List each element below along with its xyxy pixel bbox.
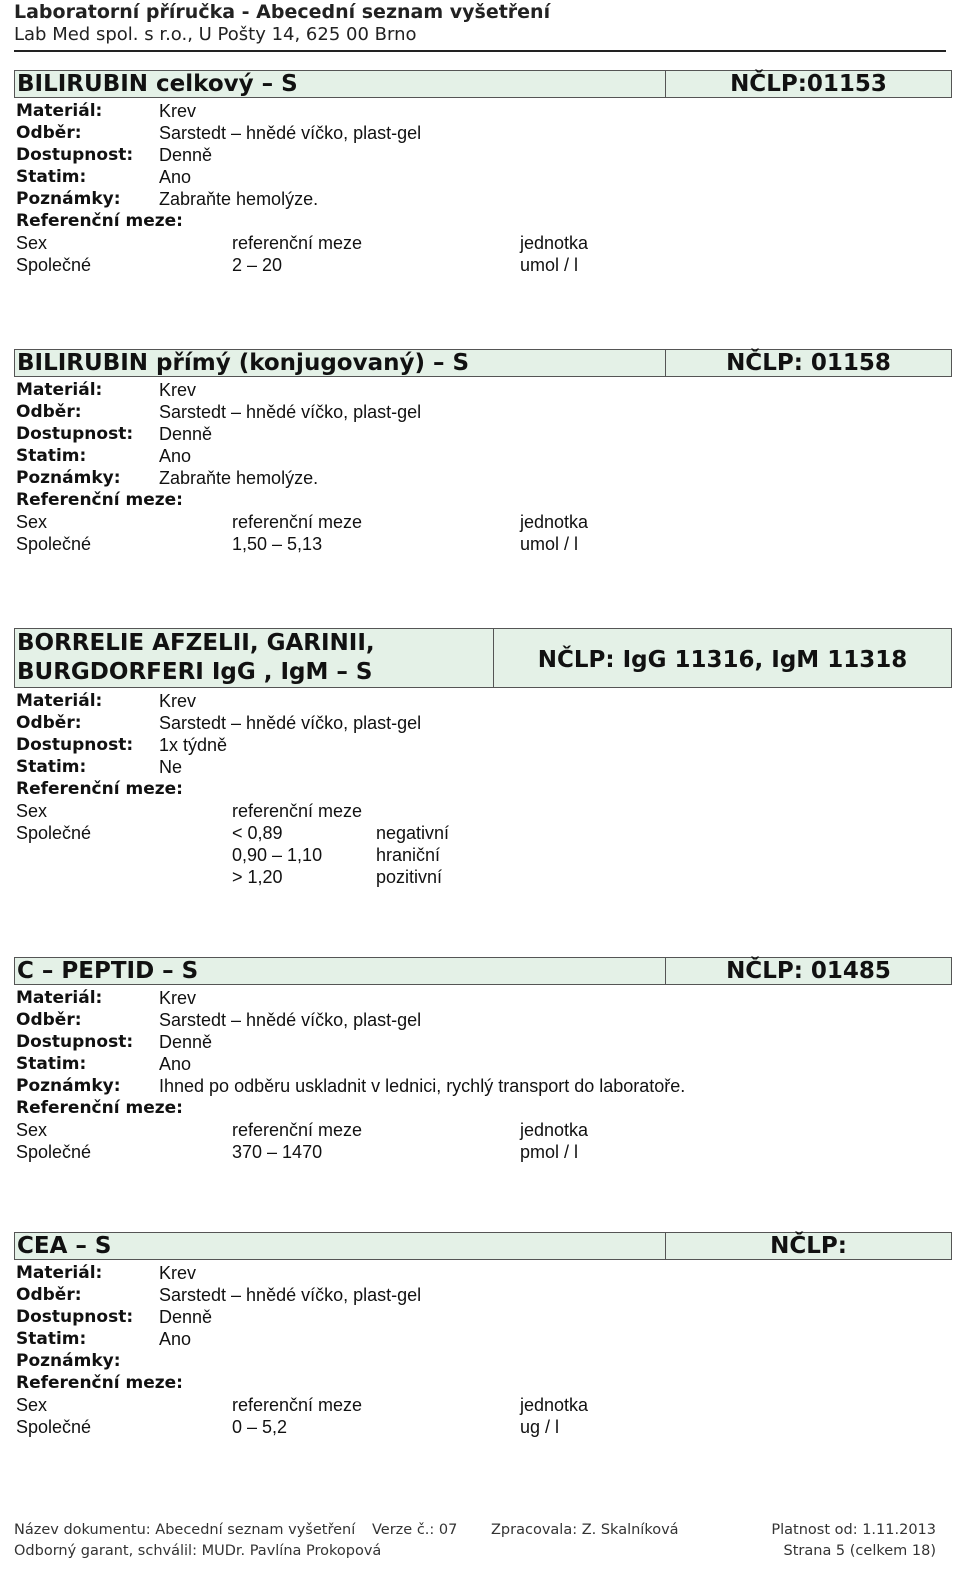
- ref-result: hraniční: [376, 845, 441, 865]
- dostupnost-value: 1x týdně: [159, 735, 228, 755]
- ref-header-sex: Sex: [16, 1120, 48, 1140]
- odber-value: Sarstedt – hnědé víčko, plast-gel: [159, 123, 422, 143]
- ref-header-range: referenční meze: [232, 233, 363, 253]
- ref-range: > 1,20: [232, 867, 283, 887]
- ref-header-unit: jednotka: [520, 1120, 589, 1140]
- test-title: CEA – S: [14, 1232, 666, 1260]
- ref-result: pozitivní: [376, 867, 443, 887]
- odber-value: Sarstedt – hnědé víčko, plast-gel: [159, 1010, 422, 1030]
- label-material: Materiál:: [16, 101, 103, 121]
- label-ref: Referenční meze:: [16, 779, 183, 799]
- material-value: Krev: [159, 101, 197, 121]
- test-title-line1: BORRELIE AFZELII, GARINII,: [17, 630, 375, 656]
- ref-header-unit: jednotka: [520, 233, 589, 253]
- document-footer: [14, 1522, 946, 1568]
- ref-range: 1,50 – 5,13: [232, 534, 323, 554]
- label-dostupnost: Dostupnost:: [16, 424, 134, 444]
- label-dostupnost: Dostupnost:: [16, 1032, 134, 1052]
- ref-header-unit: jednotka: [520, 512, 589, 532]
- test-title: BILIRUBIN celkový – S: [14, 70, 666, 98]
- ref-range: 0 – 5,2: [232, 1417, 288, 1437]
- ref-header-unit: jednotka: [520, 1395, 589, 1415]
- statim-value: Ne: [159, 757, 183, 777]
- label-material: Materiál:: [16, 988, 103, 1008]
- ref-unit: umol / l: [520, 534, 579, 554]
- test-entry-bilirubin-direct: [14, 349, 942, 555]
- label-statim: Statim:: [16, 167, 87, 187]
- odber-value: Sarstedt – hnědé víčko, plast-gel: [159, 402, 422, 422]
- label-statim: Statim:: [16, 1054, 87, 1074]
- label-ref: Referenční meze:: [16, 1373, 183, 1393]
- test-entry-cea: [14, 1232, 942, 1438]
- label-statim: Statim:: [16, 1329, 87, 1349]
- ref-unit: ug / l: [520, 1417, 560, 1437]
- test-entry-bilirubin-total: [14, 70, 942, 276]
- ref-sex: Společné: [16, 255, 92, 275]
- ref-unit: umol / l: [520, 255, 579, 275]
- statim-value: Ano: [159, 167, 192, 187]
- statim-value: Ano: [159, 1054, 192, 1074]
- label-poznamky: Poznámky:: [16, 189, 121, 209]
- label-odber: Odběr:: [16, 1285, 82, 1305]
- ref-sex: Společné: [16, 1142, 92, 1162]
- test-entry-borrelie: [14, 628, 942, 888]
- label-poznamky: Poznámky:: [16, 468, 121, 488]
- dostupnost-value: Denně: [159, 424, 213, 444]
- test-title: BILIRUBIN přímý (konjugovaný) – S: [14, 349, 666, 377]
- test-nclp: NČLP:: [665, 1232, 952, 1260]
- ref-range: 2 – 20: [232, 255, 283, 275]
- ref-header-sex: Sex: [16, 1395, 48, 1415]
- ref-sex: Společné: [16, 823, 92, 843]
- ref-sex: Společné: [16, 1417, 92, 1437]
- test-nclp: NČLP: IgG 11316, IgM 11318: [493, 628, 952, 688]
- ref-header-sex: Sex: [16, 801, 48, 821]
- ref-header-range: referenční meze: [232, 512, 363, 532]
- test-nclp: NČLP: 01158: [665, 349, 952, 377]
- ref-header-range: referenční meze: [232, 1120, 363, 1140]
- label-ref: Referenční meze:: [16, 211, 183, 231]
- ref-header-sex: Sex: [16, 512, 48, 532]
- label-statim: Statim:: [16, 446, 87, 466]
- footer-version: Verze č.: 07: [372, 1522, 458, 1538]
- statim-value: Ano: [159, 446, 192, 466]
- label-poznamky: Poznámky:: [16, 1351, 121, 1371]
- label-material: Materiál:: [16, 691, 103, 711]
- material-value: Krev: [159, 1263, 197, 1283]
- label-ref: Referenční meze:: [16, 1098, 183, 1118]
- label-odber: Odběr:: [16, 402, 82, 422]
- ref-range: 0,90 – 1,10: [232, 845, 323, 865]
- dostupnost-value: Denně: [159, 1307, 213, 1327]
- footer-page-number: Strana 5 (celkem 18): [783, 1543, 936, 1559]
- test-nclp: NČLP: 01485: [665, 957, 952, 985]
- label-dostupnost: Dostupnost:: [16, 1307, 134, 1327]
- material-value: Krev: [159, 691, 197, 711]
- material-value: Krev: [159, 988, 197, 1008]
- document-subtitle: Lab Med spol. s r.o., U Pošty 14, 625 00 Brno: [14, 24, 417, 45]
- ref-header-sex: Sex: [16, 233, 48, 253]
- odber-value: Sarstedt – hnědé víčko, plast-gel: [159, 713, 422, 733]
- footer-valid-from: Platnost od: 1.11.2013: [771, 1522, 936, 1538]
- label-odber: Odběr:: [16, 1010, 82, 1030]
- footer-doc-name: Název dokumentu: Abecední seznam vyšetření: [14, 1522, 356, 1538]
- label-ref: Referenční meze:: [16, 490, 183, 510]
- test-title-line2: BURGDORFERI IgG , IgM – S: [17, 659, 373, 685]
- poznamky-value: Zabraňte hemolýze.: [159, 189, 319, 209]
- label-odber: Odběr:: [16, 713, 82, 733]
- label-statim: Statim:: [16, 757, 87, 777]
- label-poznamky: Poznámky:: [16, 1076, 121, 1096]
- test-title-box: [14, 628, 494, 688]
- test-entry-c-peptid: [14, 957, 942, 1163]
- ref-range: 370 – 1470: [232, 1142, 323, 1162]
- label-dostupnost: Dostupnost:: [16, 735, 134, 755]
- footer-guarantor: Odborný garant, schválil: MUDr. Pavlína Prokopová: [14, 1543, 382, 1559]
- ref-sex: Společné: [16, 534, 92, 554]
- odber-value: Sarstedt – hnědé víčko, plast-gel: [159, 1285, 422, 1305]
- poznamky-value: Zabraňte hemolýze.: [159, 468, 319, 488]
- ref-result: negativní: [376, 823, 450, 843]
- document-header: [14, 0, 946, 52]
- dostupnost-value: Denně: [159, 145, 213, 165]
- label-material: Materiál:: [16, 380, 103, 400]
- label-odber: Odběr:: [16, 123, 82, 143]
- label-dostupnost: Dostupnost:: [16, 145, 134, 165]
- ref-range: < 0,89: [232, 823, 283, 843]
- dostupnost-value: Denně: [159, 1032, 213, 1052]
- ref-unit: pmol / l: [520, 1142, 579, 1162]
- test-title: C – PEPTID – S: [14, 957, 666, 985]
- poznamky-value: Ihned po odběru uskladnit v lednici, rychlý transport do laboratoře.: [159, 1076, 686, 1096]
- footer-author: Zpracovala: Z. Skalníková: [491, 1522, 679, 1538]
- document-title: Laboratorní příručka - Abecední seznam vyšetření: [14, 1, 551, 23]
- test-nclp: NČLP:01153: [665, 70, 952, 98]
- label-material: Materiál:: [16, 1263, 103, 1283]
- ref-header-range: referenční meze: [232, 801, 363, 821]
- material-value: Krev: [159, 380, 197, 400]
- statim-value: Ano: [159, 1329, 192, 1349]
- ref-header-range: referenční meze: [232, 1395, 363, 1415]
